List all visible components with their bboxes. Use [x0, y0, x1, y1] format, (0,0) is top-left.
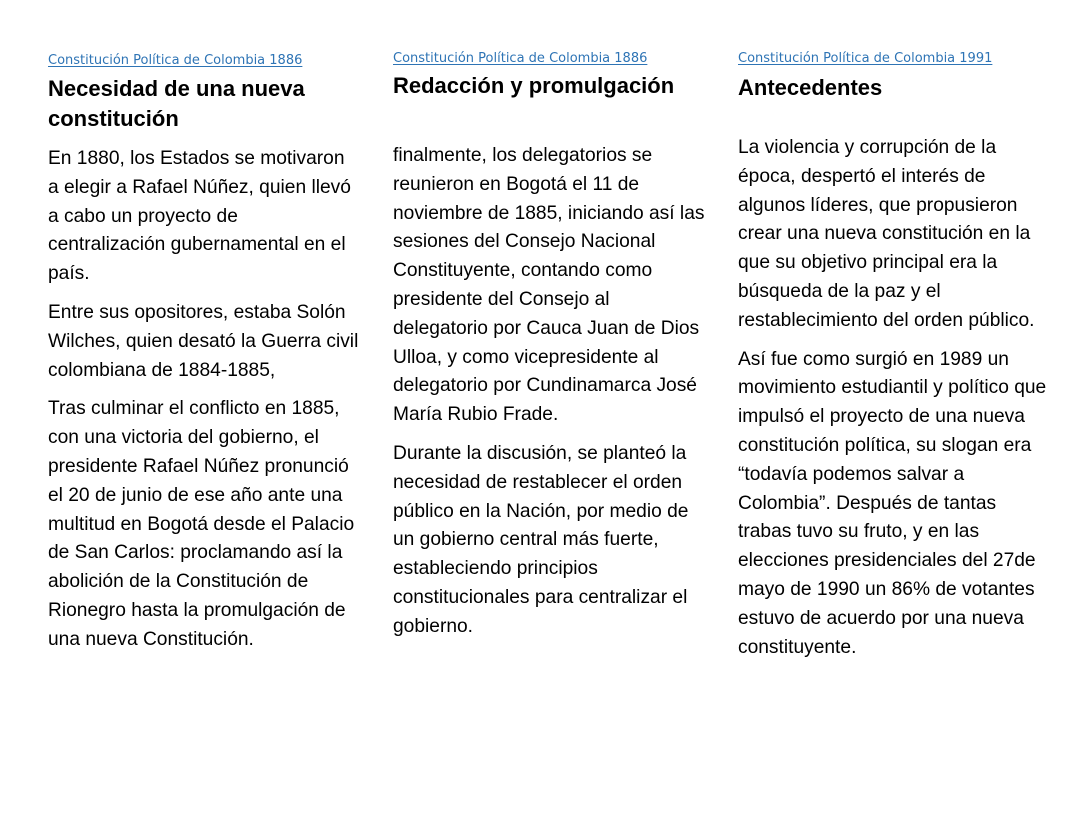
constitucion-1886-link[interactable]: Constitución Política de Colombia 1886 [393, 51, 648, 66]
constitucion-1991-link[interactable]: Constitución Política de Colombia 1991 [738, 51, 993, 66]
section-body-antecedentes [738, 134, 1054, 672]
section-body-redaccion [393, 142, 705, 652]
paragraph: Así fue como surgió en 1989 un movimiento estudiantil y político que impulsó el proyecto de una nueva constitución política, su slogan era “todavía podemos salvar a Colombia”. Después de tantas trabas tuvo su fruto, y en las elecciones presidenciales del 27de mayo de 1990 un 86% de votantes estuvo de acuerdo por una nueva constituyente. [738, 348, 1047, 658]
paragraph: Entre sus opositores, estaba Solón Wilches, quien desató la Guerra civil colombiana de 1884-1885, [48, 301, 359, 381]
paragraph: La violencia y corrupción de la época, despertó el interés de algunos líderes, que propusieron crear una nueva constitución en la que su objetivo principal era la búsqueda de la paz y el restablecimiento del orden público. [738, 137, 1035, 331]
section-heading-necesidad: Necesidad de una nueva constitución [48, 76, 305, 131]
paragraph: En 1880, los Estados se motivaron a elegir a Rafael Núñez, quien llevó a cabo un proyecto de centralización gubernamental en el país. [48, 148, 351, 285]
paragraph: Durante la discusión, se planteó la necesidad de restablecer el orden público en la Nación, por medio de un gobierno central más fuerte, estableciendo principios constitucionales para centralizar el gobierno. [393, 442, 689, 637]
section-heading-antecedentes: Antecedentes [738, 75, 883, 100]
paragraph: Tras culminar el conflicto en 1885, con una victoria del gobierno, el presidente Rafael Núñez pronunció el 20 de junio de ese año ante una multitud en Bogotá desde el Palacio de San Carlos: proclamando así la abolición de la Constitución de Rionegro hasta la promulgación de una nueva Constitución. [48, 398, 355, 650]
section-heading-redaccion: Redacción y promulgación [393, 73, 675, 98]
section-body-necesidad [48, 145, 360, 665]
constitucion-1886-link[interactable]: Constitución Política de Colombia 1886 [48, 53, 303, 68]
paragraph: finalmente, los delegatorios se reunieron en Bogotá el 11 de noviembre de 1885, iniciando así las sesiones del Consejo Nacional Constituyente, contando como presidente del Consejo al delegatorio por Cauca Juan de Dios Ulloa, y como vicepresidente al delegatorio por Cundinamarca José María Rubio Frade. [393, 145, 705, 426]
